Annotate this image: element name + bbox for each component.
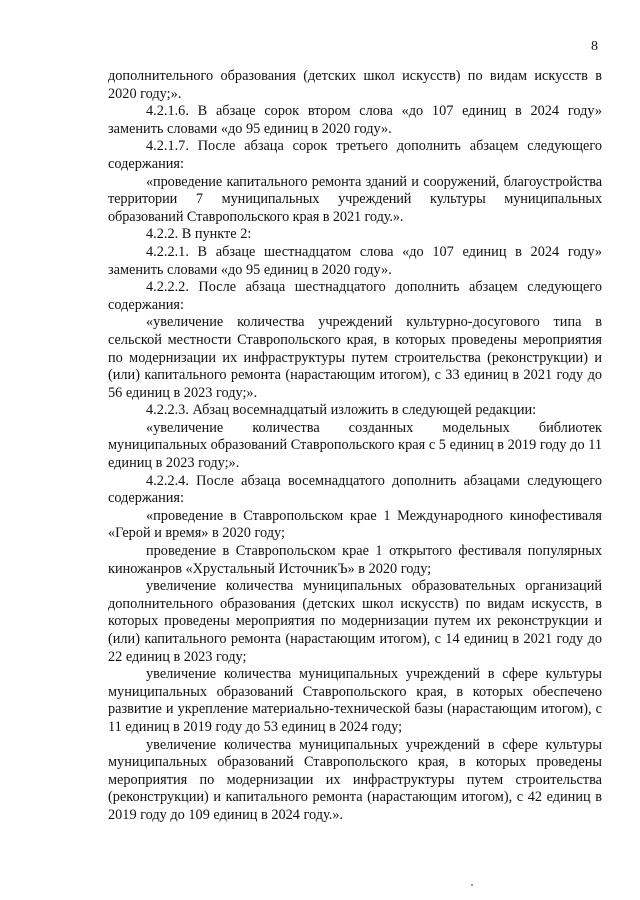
paragraph-quote-capital-repair: «проведение капитального ремонта зданий и сооружений, благоустройства территории 7 муниципальных учреждений культуры муниципальных образований Ставропольского края в 2021 году.».: [108, 173, 602, 225]
paragraph-4-2-2-1: 4.2.2.1. В абзаце шестнадцатом слова «до 107 единиц в 2024 году» заменить словами «до 95 единиц в 2020 году».: [108, 243, 602, 278]
paragraph-4-2-2-4: 4.2.2.4. После абзаца восемнадцатого дополнить абзацами следующего содержания:: [108, 472, 602, 507]
page-number: 8: [591, 39, 598, 54]
scan-speck: [471, 884, 473, 886]
paragraph-4-2-2-2: 4.2.2.2. После абзаца шестнадцатого дополнить абзацем следующего содержания:: [108, 279, 602, 313]
paragraph-open-festival: проведение в Ставропольском крае 1 открытого фестиваля популярных киножанров «Хрустальный ИсточникЪ» в 2020 году;: [108, 543, 602, 577]
paragraph-4-2-2-3: 4.2.2.3. Абзац восемнадцатый изложить в следующей редакции:: [146, 402, 537, 419]
paragraph-4-2-1-7: 4.2.1.7. После абзаца сорок третьего дополнить абзацем следующего содержания:: [108, 138, 602, 172]
paragraph-quote-cultural-leisure: «увеличение количества учреждений культурно-досугового типа в сельской местности Ставропольского края, в которых проведены мероприятия по модернизации их инфраструктуры путем строительства (реконструкции) и (или) капитального ремонта (нарастающим итогом), с 33 единиц в 2021 году до 56 единиц в 2023 году;».: [108, 314, 602, 401]
paragraph-4-2-2: 4.2.2. В пункте 2:: [146, 226, 252, 243]
document-body: [108, 68, 602, 825]
paragraph-continuation: дополнительного образования (детских школ искусств) по видам искусств в 2020 году;».: [108, 68, 602, 102]
paragraph-quote-model-libraries: «увеличение количества созданных модельных библиотек муниципальных образований Ставропольского края с 5 единиц в 2019 году до 11 единиц в 2023 году;».: [108, 419, 602, 472]
paragraph-art-schools: увеличение количества муниципальных образовательных организаций дополнительного образования (детских школ искусств) по видам искусств, в которых проведены мероприятия по модернизации путем их реконструкции и (или) капитального ремонта (нарастающим итогом), с 14 единиц в 2021 году до 22 единиц в 2023 году;: [108, 578, 602, 665]
paragraph-modernization: увеличение количества муниципальных учреждений в сфере культуры муниципальных образований Ставропольского края, в которых проведены мероприятия по модернизации их инфраструктуры путем строительства (реконструкции) и капитального ремонта (нарастающим итогом), с 42 единиц в 2019 году до 109 единиц в 2024 году.».: [108, 736, 602, 823]
paragraph-4-2-1-6: 4.2.1.6. В абзаце сорок втором слова «до 107 единиц в 2024 году» заменить словами «до 95 единиц в 2020 году».: [108, 103, 602, 137]
paragraph-quote-film-festival: «проведение в Ставропольском крае 1 Международного кинофестиваля «Герой и время» в 2020 году;: [108, 507, 602, 542]
paragraph-material-base: увеличение количества муниципальных учреждений в сфере культуры муниципальных образований Ставропольского края, в которых обеспечено развитие и укрепление материально-технической базы (нарастающим итогом), с 11 единиц в 2019 году до 53 единиц в 2024 году;: [108, 666, 602, 735]
